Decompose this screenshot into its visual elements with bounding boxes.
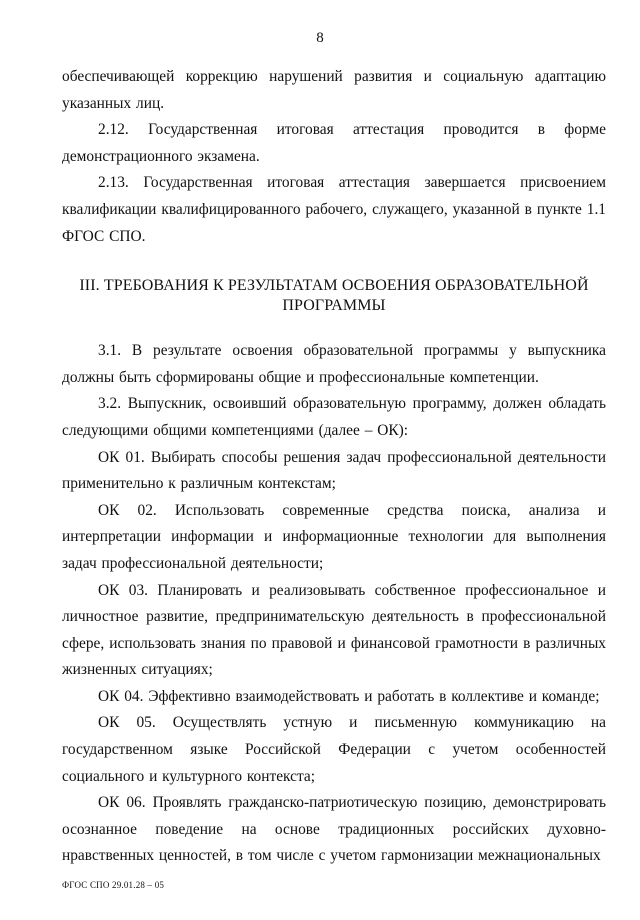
page-number: 8 [316, 30, 324, 46]
footer-document-code: ФГОС СПО 29.01.28 – 05 [62, 880, 165, 890]
competency-ok-05: ОК 05. Осуществлять устную и письменную коммуникацию на государственном языке Российской Федерации с учетом особенностей социального и культурного контекста; [62, 714, 606, 785]
paragraph-3-2: 3.2. Выпускник, освоивший образовательную программу, должен обладать следующими общими компетенциями (далее – ОК): [62, 395, 606, 439]
paragraph-3-1: 3.1. В результате освоения образовательной программы у выпускника должны быть сформированы общие и профессиональные компетенции. [62, 342, 606, 386]
section-heading [62, 276, 606, 316]
paragraph-2-13: 2.13. Государственная итоговая аттестация завершается присвоением квалификации квалифицированного рабочего, служащего, указанной в пункте 1.1 ФГОС СПО. [62, 174, 606, 245]
page-content [62, 64, 606, 870]
paragraph-2-12: 2.12. Государственная итоговая аттестация проводится в форме демонстрационного экзамена. [62, 121, 606, 165]
competency-ok-02: ОК 02. Использовать современные средства поиска, анализа и интерпретации информации и информационные технологии для выполнения задач профессиональной деятельности; [62, 501, 606, 572]
section-heading-line-1: III. ТРЕБОВАНИЯ К РЕЗУЛЬТАТАМ ОСВОЕНИЯ ОБРАЗОВАТЕЛЬНОЙ [79, 277, 589, 295]
competency-ok-03: ОК 03. Планировать и реализовывать собственное профессиональное и личностное развитие, предпринимательскую деятельность в профессиональной сфере, использовать знания по правовой и финансовой грамотности в различных жизненных ситуациях; [62, 581, 606, 679]
competency-ok-06: ОК 06. Проявлять гражданско-патриотическую позицию, демонстрировать осознанное поведение на основе традиционных российских духовно-нравственных ценностей, в том числе с учетом гармонизации межнациональных [62, 794, 606, 865]
paragraph-continuation: обеспечивающей коррекцию нарушений развития и социальную адаптацию указанных лиц. [62, 68, 606, 112]
section-heading-line-2: ПРОГРАММЫ [282, 297, 386, 315]
competency-ok-04: ОК 04. Эффективно взаимодействовать и работать в коллективе и команде; [98, 687, 600, 705]
competency-ok-01: ОК 01. Выбирать способы решения задач профессиональной деятельности применительно к различным контекстам; [62, 448, 606, 493]
